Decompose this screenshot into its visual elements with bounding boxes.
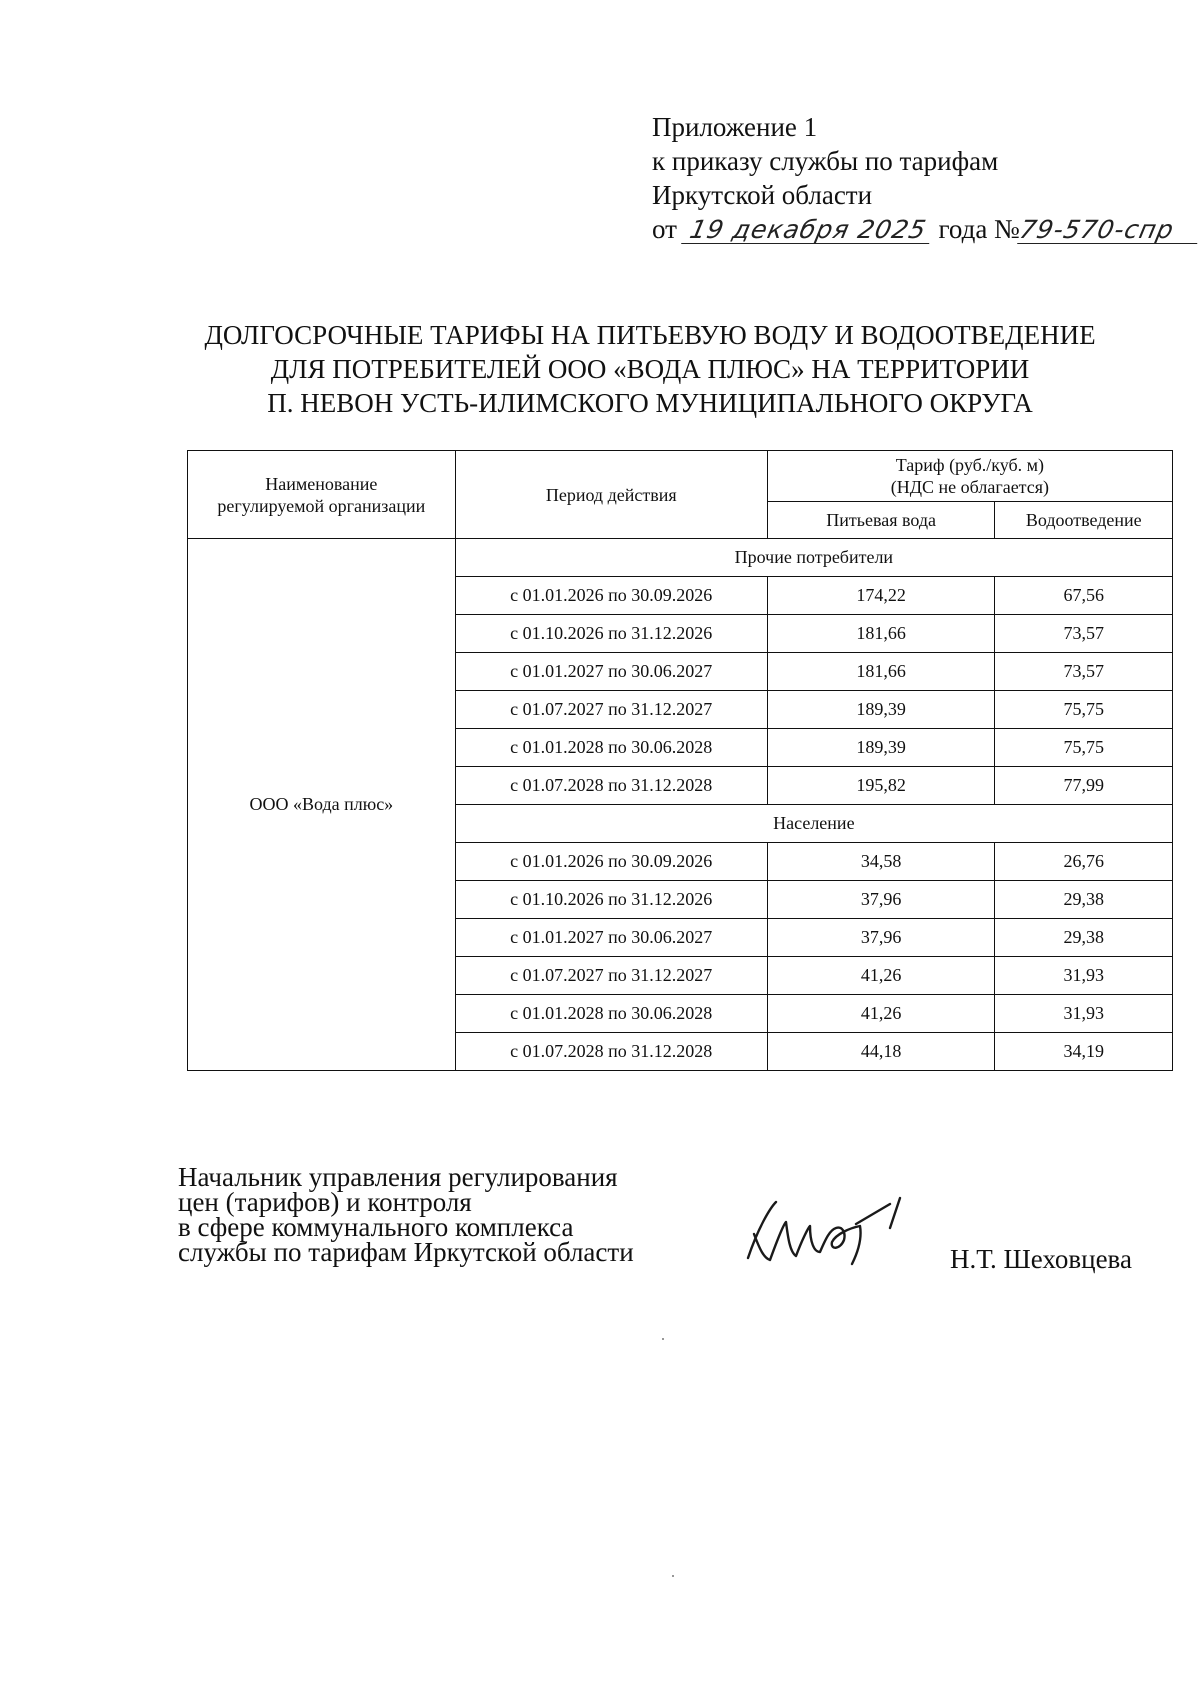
- handwritten-order-number: 79-570-спр: [1017, 217, 1200, 244]
- header-period: Период действия: [455, 451, 767, 539]
- sewage-cell: 75,75: [995, 691, 1173, 729]
- header-organization-line-2: регулируемой организации: [217, 495, 426, 516]
- header-tariff-line-2: (НДС не облагается): [890, 477, 1050, 497]
- water-cell: 189,39: [767, 729, 995, 767]
- period-cell: с 01.01.2026 по 30.09.2026: [455, 843, 767, 881]
- period-cell: с 01.07.2027 по 31.12.2027: [455, 957, 767, 995]
- title-line-3: П. НЕВОН УСТЬ-ИЛИМСКОГО МУНИЦИПАЛЬНОГО ОКРУГА: [267, 388, 1033, 418]
- header-organization-line-1: Наименование: [265, 473, 378, 494]
- document-title: [150, 318, 1150, 420]
- year-label: года №: [938, 214, 1020, 244]
- water-cell: 44,18: [767, 1033, 995, 1071]
- sewage-cell: 34,19: [995, 1033, 1173, 1071]
- sewage-cell: 29,38: [995, 919, 1173, 957]
- water-cell: 181,66: [767, 615, 995, 653]
- handwritten-signature: [740, 1188, 930, 1278]
- header-organization: [188, 451, 456, 539]
- period-cell: с 01.07.2028 по 31.12.2028: [455, 767, 767, 805]
- water-cell: 195,82: [767, 767, 995, 805]
- scan-speck: [662, 1338, 664, 1340]
- appendix-line-2: к приказу службы по тарифам: [652, 146, 999, 176]
- header-tariff-line-1: Тариф (руб./куб. м): [895, 455, 1045, 475]
- sewage-cell: 31,93: [995, 957, 1173, 995]
- position-line-2: цен (тарифов) и контроля: [178, 1187, 472, 1217]
- handwritten-date: 19 декабря 2025: [681, 217, 935, 244]
- title-line-1: ДОЛГОСРОЧНЫЕ ТАРИФЫ НА ПИТЬЕВУЮ ВОДУ И ВОДООТВЕДЕНИЕ: [204, 320, 1096, 350]
- period-cell: с 01.01.2028 по 30.06.2028: [455, 729, 767, 767]
- water-cell: 41,26: [767, 957, 995, 995]
- position-line-3: в сфере коммунального комплекса: [178, 1212, 574, 1242]
- signatory-position: [178, 1162, 634, 1267]
- sewage-cell: 75,75: [995, 729, 1173, 767]
- period-cell: с 01.07.2028 по 31.12.2028: [455, 1033, 767, 1071]
- period-cell: с 01.01.2026 по 30.09.2026: [455, 577, 767, 615]
- water-cell: 181,66: [767, 653, 995, 691]
- period-cell: с 01.10.2026 по 31.12.2026: [455, 881, 767, 919]
- group-row: [188, 539, 1173, 577]
- organization-cell: ООО «Вода плюс»: [188, 539, 456, 1071]
- position-line-4: службы по тарифам Иркутской области: [178, 1237, 634, 1267]
- group-name: Население: [455, 805, 1172, 843]
- water-cell: 37,96: [767, 919, 995, 957]
- appendix-header: [652, 110, 1200, 246]
- sewage-cell: 67,56: [995, 577, 1173, 615]
- header-sewage: Водоотведение: [995, 502, 1173, 539]
- sewage-cell: 29,38: [995, 881, 1173, 919]
- title-line-2: ДЛЯ ПОТРЕБИТЕЛЕЙ ООО «ВОДА ПЛЮС» НА ТЕРРИТОРИИ: [270, 354, 1030, 384]
- period-cell: с 01.01.2027 по 30.06.2027: [455, 653, 767, 691]
- header-tariff: [767, 451, 1172, 502]
- sewage-cell: 77,99: [995, 767, 1173, 805]
- sewage-cell: 31,93: [995, 995, 1173, 1033]
- position-line-1: Начальник управления регулирования: [178, 1162, 618, 1192]
- water-cell: 189,39: [767, 691, 995, 729]
- appendix-line-4: [652, 212, 1200, 246]
- sewage-cell: 73,57: [995, 653, 1173, 691]
- water-cell: 37,96: [767, 881, 995, 919]
- tariff-table: [187, 450, 1173, 1071]
- appendix-line-1: Приложение 1: [652, 112, 818, 142]
- sewage-cell: 73,57: [995, 615, 1173, 653]
- scan-speck: [672, 1575, 674, 1577]
- group-name: Прочие потребители: [455, 539, 1172, 577]
- signatory-name: Н.Т. Шеховцева: [950, 1244, 1132, 1274]
- period-cell: с 01.10.2026 по 31.12.2026: [455, 615, 767, 653]
- period-cell: с 01.01.2028 по 30.06.2028: [455, 995, 767, 1033]
- sewage-cell: 26,76: [995, 843, 1173, 881]
- table-header-row: [188, 451, 1173, 502]
- water-cell: 41,26: [767, 995, 995, 1033]
- from-label: от: [652, 214, 677, 244]
- period-cell: с 01.01.2027 по 30.06.2027: [455, 919, 767, 957]
- header-water: Питьевая вода: [767, 502, 995, 539]
- period-cell: с 01.07.2027 по 31.12.2027: [455, 691, 767, 729]
- appendix-line-3: Иркутской области: [652, 180, 873, 210]
- water-cell: 174,22: [767, 577, 995, 615]
- water-cell: 34,58: [767, 843, 995, 881]
